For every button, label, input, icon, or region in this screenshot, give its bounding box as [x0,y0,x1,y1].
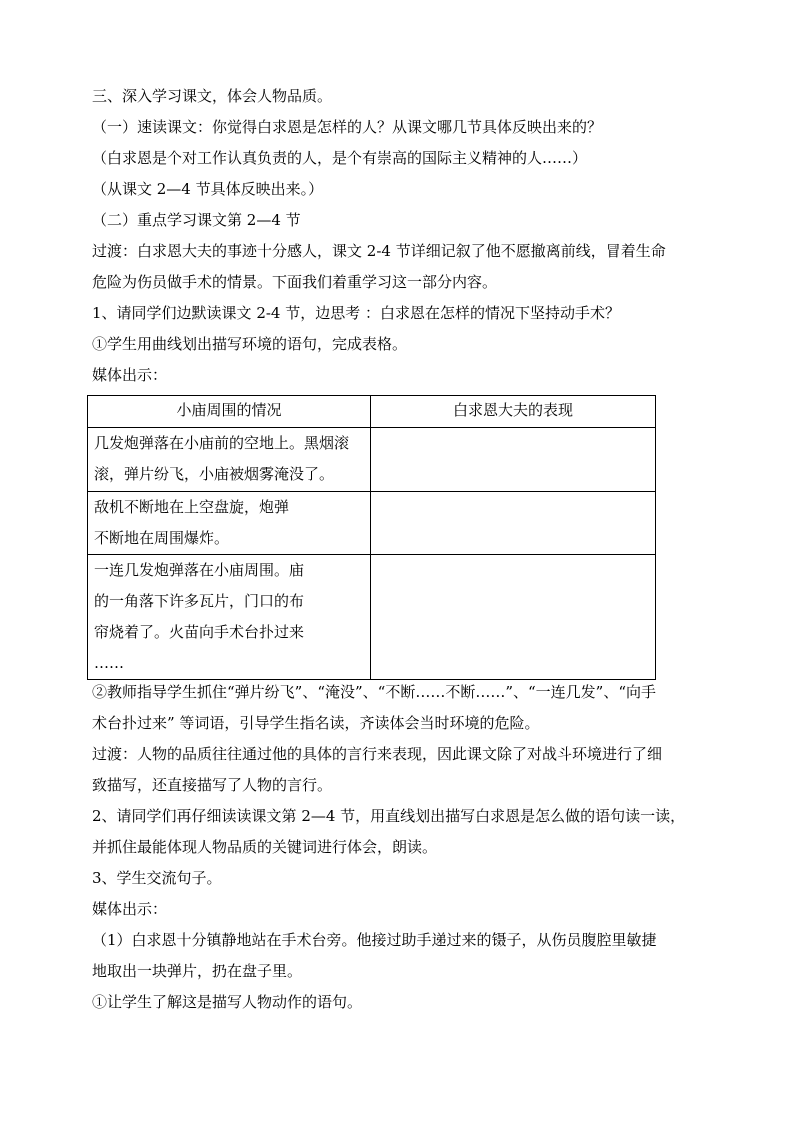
media-label-2: 媒体出示： [92,900,168,918]
table-cell-performance [371,555,656,680]
table-header-row [88,396,656,428]
cell-line: …… [94,654,124,672]
table-header-performance: 白求恩大夫的表现 [371,396,656,428]
cell-line: 滚，弹片纷飞，小庙被烟雾淹没了。 [94,465,335,483]
transition-2a: 过渡：人物的品质往往通过他的具体的言行来表现，因此课文除了对战斗环境进行了细 [92,745,663,763]
transition-1b: 危险为伤员做手术的情景。下面我们着重学习这一部分内容。 [92,273,498,291]
table-cell-situation [88,555,371,680]
cell-line: 敌机不断地在上空盘旋，炮弹 [94,498,290,516]
table-cell-situation [88,492,371,555]
table-cell-performance [371,428,656,492]
sentence-1a: （1）白求恩十分镇静地站在手术台旁。他接过助手递过来的镊子，从伤员腹腔里敏捷 [92,931,657,949]
cell-line: 一连几发炮弹落在小庙周围。庙 [94,561,305,579]
section-heading: 三、深入学习课文，体会人物品质。 [92,87,333,105]
environment-table [87,395,656,680]
table-row [88,555,656,680]
task-3: 3、学生交流句子。 [92,869,222,887]
question-1: （一）速读课文：你觉得白求恩是怎样的人？从课文哪几节具体反映出来的？ [92,118,603,136]
transition-1a: 过渡：白求恩大夫的事迹十分感人，课文 2-4 节详细记叙了他不愿撤离前线，冒着生命 [92,242,666,260]
media-label-1: 媒体出示： [92,366,168,384]
teacher-guide-a: ②教师指导学生抓住“弹片纷飞”、“淹没”、“不断……不断……”、“一连几发”、“向手 [92,683,657,701]
table-row [88,492,656,555]
teacher-guide-b: 术台扑过来” 等词语，引导学生指名读，齐读体会当时环境的危险。 [92,714,540,732]
table-row [88,428,656,492]
task-2b: 并抓住最能体现人物品质的关键词进行体会，朗读。 [92,838,438,856]
answer-1a: （白求恩是个对工作认真负责的人，是个有崇高的国际主义精神的人……） [92,149,588,167]
table-cell-situation [88,428,371,492]
answer-1b: （从课文 2—4 节具体反映出来。） [92,180,324,198]
cell-line: 几发炮弹落在小庙前的空地上。黑烟滚 [94,434,350,452]
task-1: 1、请同学们边默读课文 2-4 节，边思考 ：白求恩在怎样的情况下坚持动手术？ [92,304,621,322]
table-header-surroundings: 小庙周围的情况 [88,396,371,428]
sentence-1-note: ①让学生了解这是描写人物动作的语句。 [92,993,363,1011]
cell-line: 的一角落下许多瓦片，门口的布 [94,592,305,610]
table-cell-performance [371,492,656,555]
task-2a: 2、请同学们再仔细读读课文第 2—4 节，用直线划出描写白求恩是怎么做的语句读一读， [92,807,686,825]
cell-line: 帘烧着了。火苗向手术台扑过来 [94,623,305,641]
cell-line: 不断地在周围爆炸。 [94,529,230,547]
subheading-2: （二）重点学习课文第 2—4 节 [92,211,301,229]
task-1-step: ①学生用曲线划出描写环境的语句，完成表格。 [92,335,408,353]
transition-2b: 致描写，还直接描写了人物的言行。 [92,776,333,794]
sentence-1b: 地取出一块弹片，扔在盘子里。 [92,962,303,980]
